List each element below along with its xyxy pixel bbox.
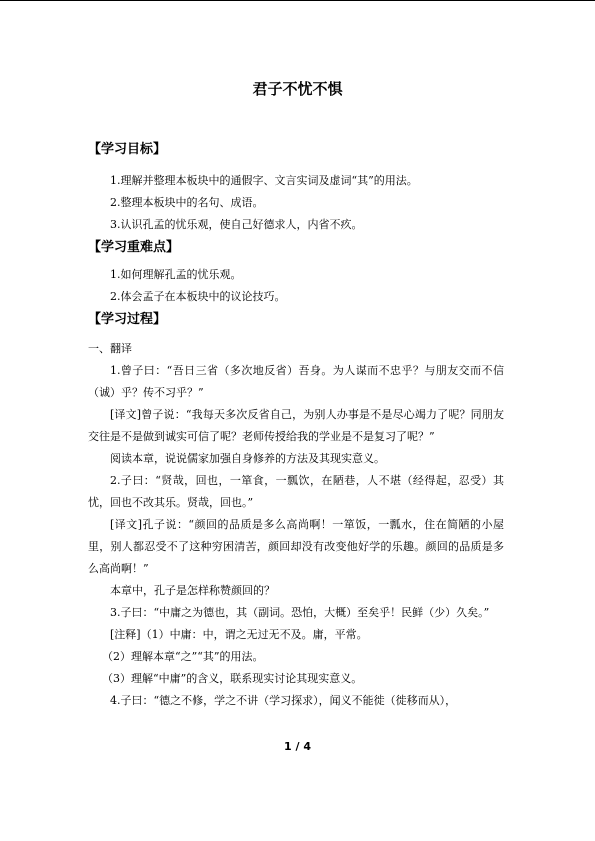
translation-paragraph: [译文]曾子说：“我每天多次反省自己，为别人办事是不是尽心竭力了呢？同朋友交往是不是做到诚实可信了呢？老师传授给我的学业是不是复习了呢？” <box>88 408 504 443</box>
keypoint-item: 2.体会孟子在本板块中的议论技巧。 <box>110 290 286 303</box>
note-paragraph: （3）理解“中庸”的含义，联系现实讨论其现实意义。 <box>102 672 363 685</box>
document-title: 君子不忧不惧 <box>252 80 343 98</box>
learning-process-heading: 【学习过程】 <box>88 312 167 327</box>
passage-paragraph: 2.子曰：“贤哉，回也，一箪食，一瓢饮，在陋巷，人不堪（经得起，忍受）其忧，回也不改其乐。贤哉，回也。” <box>88 474 504 509</box>
page-number: 1 / 4 <box>284 740 311 753</box>
key-points-heading: 【学习重难点】 <box>88 240 180 255</box>
goal-item: 2.整理本板块中的名句、成语。 <box>110 196 264 209</box>
translation-subheading: 一、翻译 <box>88 342 132 355</box>
passage-paragraph: 3.子曰：“中庸之为德也，其（副词。恐怕，大概）至矣乎！民鲜（少）久矣。” <box>110 606 490 619</box>
goal-item: 1.理解并整理本板块中的通假字、文言实词及虚词“其”的用法。 <box>110 174 418 187</box>
learning-goals-heading: 【学习目标】 <box>88 142 167 157</box>
document-body <box>88 138 504 712</box>
top-rule <box>0 0 595 1</box>
passage-paragraph: 4.子曰：“德之不修，学之不讲（学习探求），闻义不能徙（徙移而从）， <box>110 694 457 707</box>
question-paragraph: 阅读本章，说说儒家加强自身修养的方法及其现实意义。 <box>110 452 385 465</box>
keypoint-item: 1.如何理解孔孟的忧乐观。 <box>110 268 242 281</box>
goal-item: 3.认识孔孟的忧乐观，使自己好德求人，内省不疚。 <box>110 218 363 231</box>
note-paragraph: [注释]（1）中庸：中，谓之无过无不及。庸，平常。 <box>110 628 368 641</box>
question-paragraph: 本章中，孔子是怎样称赞颜回的？ <box>110 584 275 597</box>
passage-paragraph: 1.曾子曰：“吾日三省（多次地反省）吾身。为人谋而不忠乎？与朋友交而不信（诚）乎？传不习乎？” <box>88 364 504 399</box>
translation-paragraph: [译文]孔子说：“颜回的品质是多么高尚啊！一箪饭，一瓢水，住在简陋的小屋里，别人都忍受不了这种穷困清苦，颜回却没有改变他好学的乐趣。颜回的品质是多么高尚啊！” <box>88 518 504 575</box>
note-paragraph: （2）理解本章“之”“其”的用法。 <box>102 650 264 663</box>
